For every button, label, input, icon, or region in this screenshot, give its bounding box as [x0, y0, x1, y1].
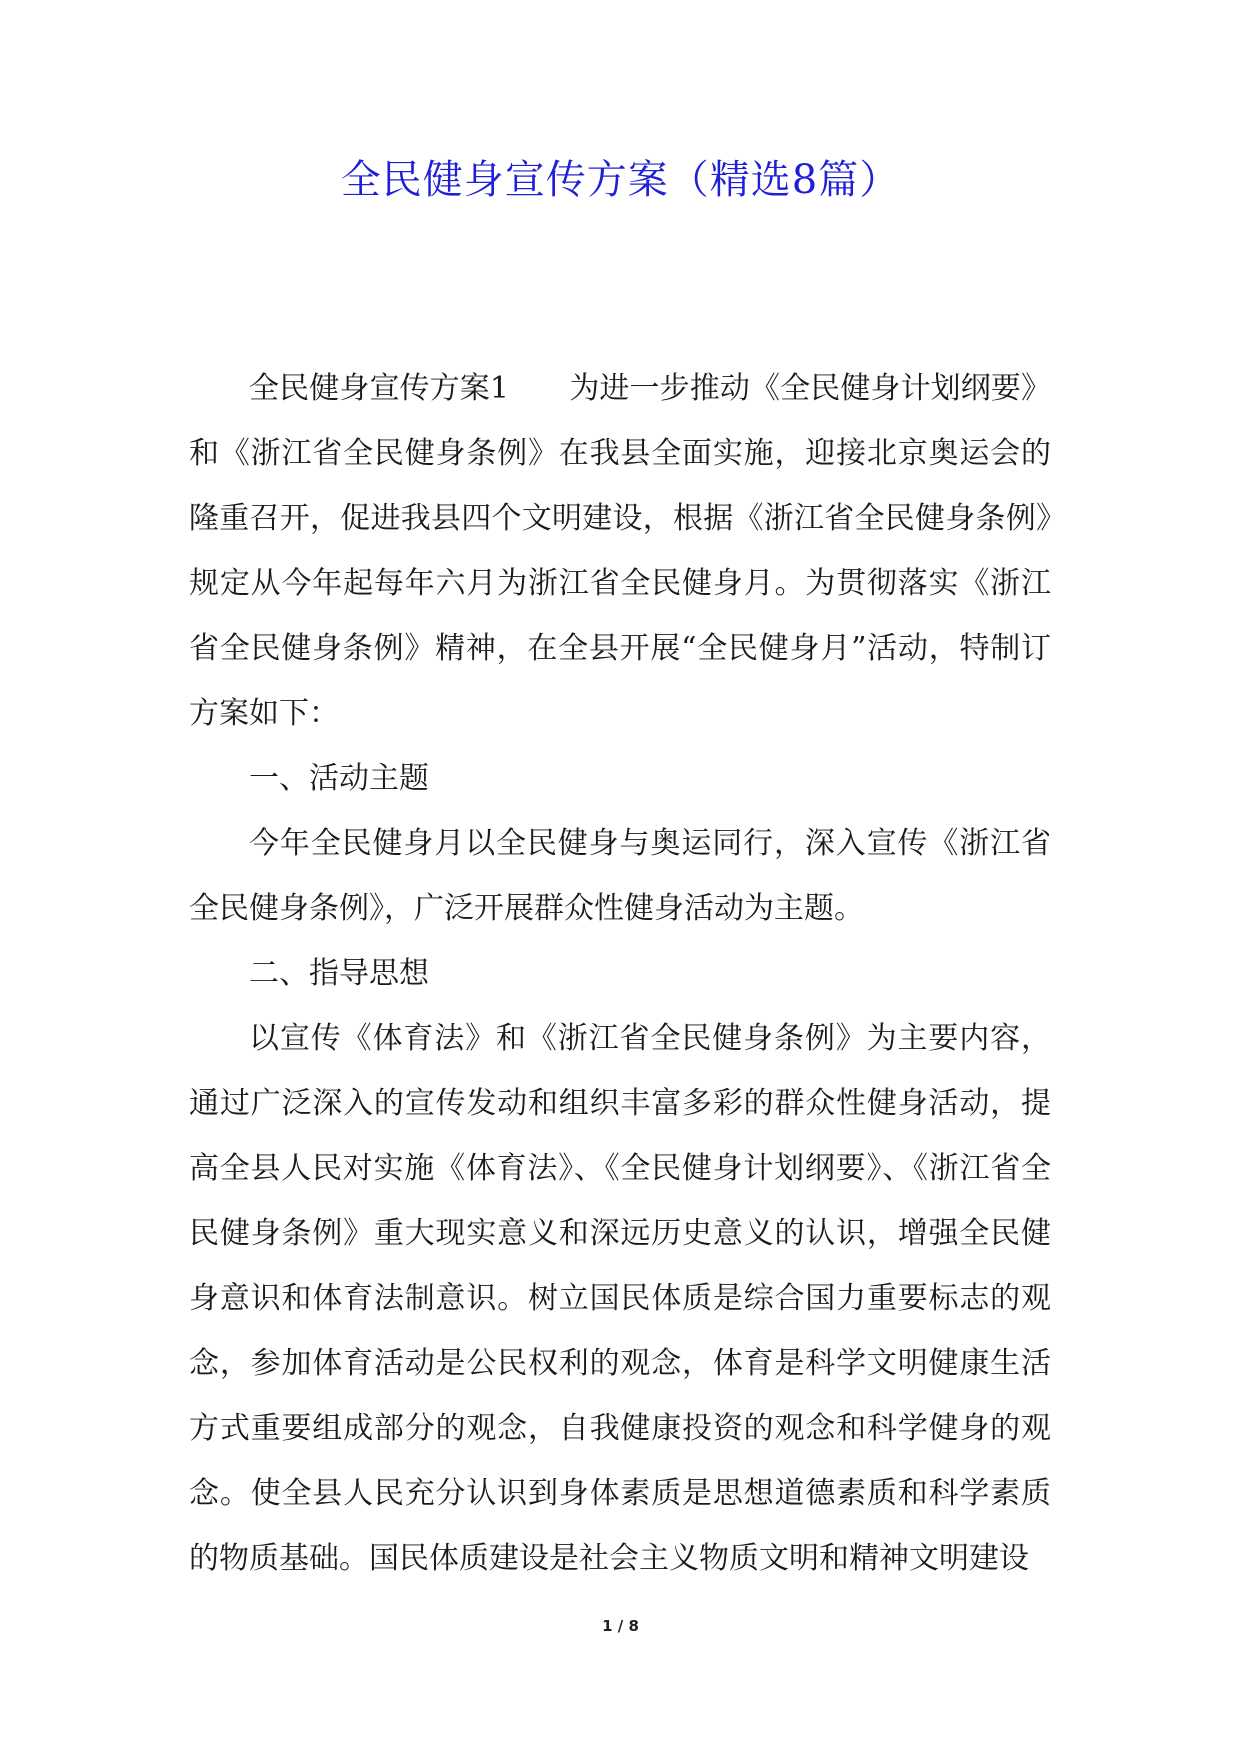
paragraph-intro: 全民健身宣传方案1 为进一步推动《全民健身计划纲要》和《浙江省全民健身条例》在我县全面实施，迎接北京奥运会的隆重召开，促进我县四个文明建设，根据《浙江省全民健身条例》规定从今年起每年六月为浙江省全民健身月。为贯彻落实《浙江省全民健身条例》精神，在全县开展“全民健身月”活动，特制订方案如下：: [189, 371, 1051, 731]
paragraph-theme: 今年全民健身月以全民健身与奥运同行，深入宣传《浙江省全民健身条例》，广泛开展群众性健身活动为主题。: [189, 826, 1051, 926]
document-body: [189, 356, 1051, 1591]
section-heading-theme: 一、活动主题: [249, 761, 429, 796]
paragraph-guiding-thought: 以宣传《体育法》和《浙江省全民健身条例》为主要内容，通过广泛深入的宣传发动和组织丰富多彩的群众性健身活动，提高全县人民对实施《体育法》、《全民健身计划纲要》、《浙江省全民健身条例》重大现实意义和深远历史意义的认识，增强全民健身意识和体育法制意识。树立国民体质是综合国力重要标志的观念，参加体育活动是公民权利的观念，体育是科学文明健康生活方式重要组成部分的观念，自我健康投资的观念和科学健身的观念。使全县人民充分认识到身体素质是思想道德素质和科学素质的物质基础。国民体质建设是社会主义物质文明和精神文明建设: [189, 1021, 1051, 1576]
document-title: 全民健身宣传方案（精选8篇）: [340, 157, 901, 203]
page-number: 1 / 8: [602, 1617, 639, 1635]
section-heading-guiding-thought: 二、指导思想: [249, 956, 429, 991]
